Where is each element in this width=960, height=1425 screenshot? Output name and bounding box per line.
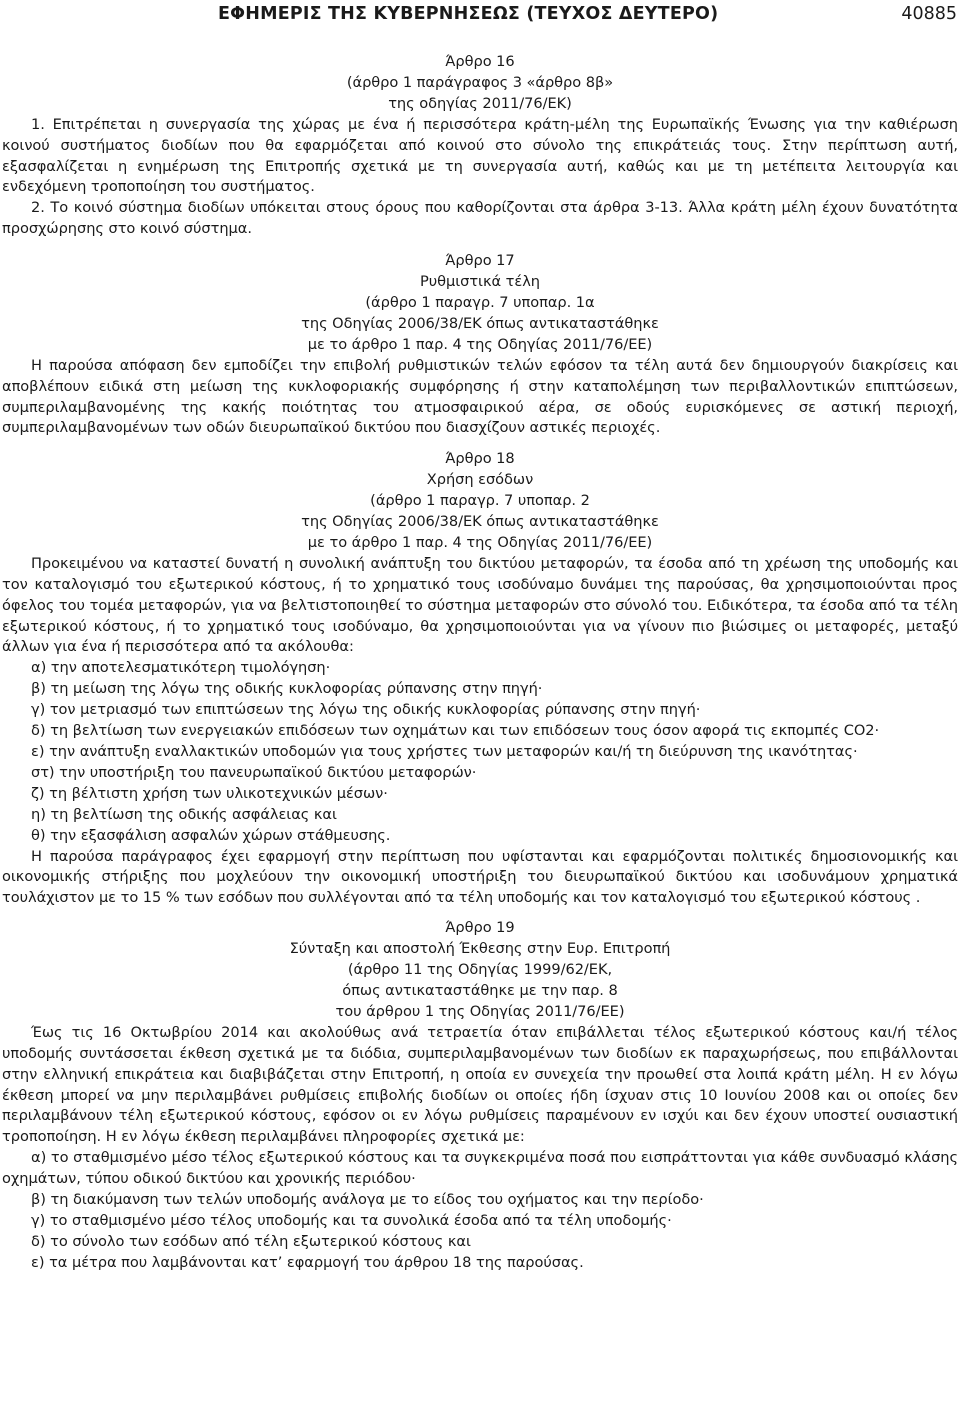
gazette-title: ΕΦΗΜΕΡΙΣ ΤΗΣ ΚΥΒΕΡΝΗΣΕΩΣ (ΤΕΥΧΟΣ ΔΕΥΤΕΡΟ) — [218, 4, 719, 24]
article-number: Άρθρο 18 — [445, 450, 515, 468]
article-title: Ρυθμιστικά τέλη — [419, 273, 541, 291]
paragraph: 1. Επιτρέπεται η συνεργασία της χώρας με ένα ή περισσότερα κράτη-μέλη της Ευρωπαϊκής Ένωσης για την καθιέρωση κοινού συστήματος διοδίων που θα εφαρμόζεται από κοινού στο σύνολο της επικράτειάς τους. Στην περίπτωση αυτή, εξασφαλίζεται η ενημέρωση της Επιτροπής σχετικά με τη συνεργασία αυτή, καθώς και με τη μετέπειτα λειτουργία και ενδεχόμενη τροποποίηση του συστήματος. — [2, 115, 958, 196]
list-item: ζ) τη βέλτιστη χρήση των υλικοτεχνικών μέσων· — [31, 784, 388, 802]
paragraph: Η παρούσα απόφαση δεν εμποδίζει την επιβολή ρυθμιστικών τελών εφόσον τα τέλη αυτά δεν δημιουργούν διακρίσεις και αποβλέπουν ειδικά στη μείωση της κυκλοφοριακής συμφόρησης ή στην καταπολέμηση των περιβαλλοντικών επιπτώσεων, συμπεριλαμβανομένης της κακής ποιότητας του ατμοσφαιρικού αέρα, σε οδούς ευρισκόμενες σε αστική περιοχή, συμπεριλαμβανομένων των οδών διευρωπαϊκού δικτύου που διασχίζουν αστικές περιοχές. — [2, 356, 958, 437]
article-source: της οδηγίας 2011/76/ΕΚ) — [388, 94, 572, 112]
article-source: (άρθρο 1 παραγρ. 7 υποπαρ. 2 — [370, 492, 590, 510]
list-item: α) την αποτελεσματικότερη τιμολόγηση· — [31, 659, 331, 677]
article-18-heading — [2, 449, 958, 554]
list-item: β) τη μείωση της λόγω της οδικής κυκλοφορίας ρύπανσης στην πηγή· — [31, 680, 543, 698]
paragraph: 2. Το κοινό σύστημα διοδίων υπόκειται στους όρους που καθορίζονται στα άρθρα 3-13. Άλλα κράτη μέλη έχουν δυνατότητα προσχώρησης στο κοινό σύστημα. — [2, 199, 958, 238]
article-19-heading — [2, 918, 958, 1023]
list-item: θ) την εξασφάλιση ασφαλών χώρων στάθμευσης. — [31, 826, 391, 844]
article-source: (άρθρο 1 παραγρ. 7 υποπαρ. 1α — [365, 293, 595, 311]
article-number: Άρθρο 19 — [445, 919, 515, 937]
paragraph: Έως τις 16 Οκτωβρίου 2014 και ακολούθως ανά τετραετία όταν επιβάλλεται τέλος εξωτερικού κόστους και/ή τέλος υποδομής συντάσσεται έκθεση σχετικά με τα διόδια, συμπεριλαμβανομένων των διοδίων εκ παραχωρήσεως, που επιβάλλονται στην ελληνική επικράτεια και διαβιβάζεται στην Επιτροπή, η οποία εν συνεχεία την προωθεί στα λοιπά κράτη μέλη. Η εν λόγω έκθεση μπορεί να μην περιλαμβάνει ρυθμίσεις επιβολής διοδίων οι οποίες ήδη ίσχυαν στις 10 Ιουνίου 2008 και οι οποίες δεν περιλαμβάνουν τέλη εξωτερικού κόστους, εφόσον οι εν λόγω ρυθμίσεις παραμένουν εν ισχύι και δεν έχουν υποστεί ουσιαστική τροποποίηση. Η εν λόγω έκθεση περιλαμβάνει πληροφορίες σχετικά με: — [2, 1023, 958, 1146]
list-item: η) τη βελτίωση της οδικής ασφάλειας και — [31, 805, 337, 823]
paragraph: Η παρούσα παράγραφος έχει εφαρμογή στην περίπτωση που υφίστανται και εφαρμόζονται πολιτικές δημοσιονομικής και οικονομικής στήριξης που μοχλεύουν την οικονομική υποστήριξη του διευρωπαϊκού δικτύου και ισοδυνάμουν χρηματικά τουλάχιστον με το 15 % των εσόδων που συλλέγονται από τα τέλη υποδομής και τον καταλογισμό του εξωτερικού κόστους . — [2, 847, 958, 907]
list-item: στ) την υποστήριξη του πανευρωπαϊκού δικτύου μεταφορών· — [31, 763, 477, 781]
article-number: Άρθρο 17 — [445, 252, 515, 270]
article-source: της Οδηγίας 2006/38/ΕΚ όπως αντικαταστάθηκε — [301, 314, 659, 332]
article-title: Σύνταξη και αποστολή Έκθεσης στην Ευρ. Επιτροπή — [289, 940, 671, 958]
list-item: β) τη διακύμανση των τελών υποδομής ανάλογα με το είδος του οχήματος και την περίοδο· — [31, 1191, 704, 1209]
article-source: με το άρθρο 1 παρ. 4 της Οδηγίας 2011/76/ΕΕ) — [307, 533, 653, 551]
page-header — [0, 0, 960, 32]
article-16-heading — [2, 52, 958, 115]
list-item: δ) τη βελτίωση των ενεργειακών επιδόσεων των οχημάτων και των επιδόσεων τους όσον αφορά τις εκπομπές CO2· — [31, 722, 880, 740]
article-source: με το άρθρο 1 παρ. 4 της Οδηγίας 2011/76/ΕΕ) — [307, 335, 653, 353]
article-number: Άρθρο 16 — [445, 53, 515, 70]
list-item: α) το σταθμισμένο μέσο τέλος εξωτερικού κόστους και τα συγκεκριμένα ποσά που εισπράττονται για κάθε συνδυασμό κλάσης οχημάτων, τύπου οδικού δικτύου και χρονικής περιόδου· — [2, 1149, 958, 1188]
paragraph: Προκειμένου να καταστεί δυνατή η συνολική ανάπτυξη του δικτύου μεταφορών, τα έσοδα από τη χρέωση της υποδομής και τον καταλογισμό του εξωτερικού κόστους, ή το χρηματικό τους ισοδύναμο δυνάμει της παρούσας, θα χρησιμοποιούνται προς όφελος του τομέα μεταφορών, για να βελτιστοποιηθεί το σύστημα μεταφορών στο σύνολό του. Ειδικότερα, τα έσοδα από τα τέλη εξωτερικού κόστους, ή το χρηματικό τους ισοδύναμο, θα χρησιμοποιούνται για να γίνουν πιο βιώσιμες οι μεταφορές, μεταξύ άλλων για ένα ή περισσότερα από τα ακόλουθα: — [2, 554, 958, 656]
list-item: γ) τον μετριασμό των επιπτώσεων της λόγω της οδικής κυκλοφορίας ρύπανσης στην πηγή· — [31, 701, 701, 719]
document-body — [2, 52, 958, 1274]
article-source: του άρθρου 1 της Οδηγίας 2011/76/ΕΕ) — [335, 1002, 625, 1020]
list-item: ε) την ανάπτυξη εναλλακτικών υποδομών για τους χρήστες των μεταφορών και/ή τη διεύρυνση της ικανότητας· — [31, 743, 858, 760]
article-source: της Οδηγίας 2006/38/ΕΚ όπως αντικαταστάθηκε — [301, 513, 659, 531]
article-17-heading — [2, 251, 958, 356]
article-source: (άρθρο 1 παράγραφος 3 «άρθρο 8β» — [346, 73, 614, 91]
article-source: (άρθρο 11 της Οδηγίας 1999/62/ΕΚ, — [347, 961, 613, 979]
page-number: 40885 — [901, 4, 957, 24]
list-item: δ) το σύνολο των εσόδων από τέλη εξωτερικού κόστους και — [31, 1232, 471, 1250]
list-item: ε) τα μέτρα που λαμβάνονται κατ’ εφαρμογή του άρθρου 18 της παρούσας. — [31, 1253, 584, 1271]
article-title: Χρήση εσόδων — [426, 471, 534, 489]
article-source: όπως αντικαταστάθηκε με την παρ. 8 — [342, 981, 618, 999]
list-item: γ) το σταθμισμένο μέσο τέλος υποδομής και τα συνολικά έσοδα από τα τέλη υποδομής· — [31, 1211, 672, 1229]
